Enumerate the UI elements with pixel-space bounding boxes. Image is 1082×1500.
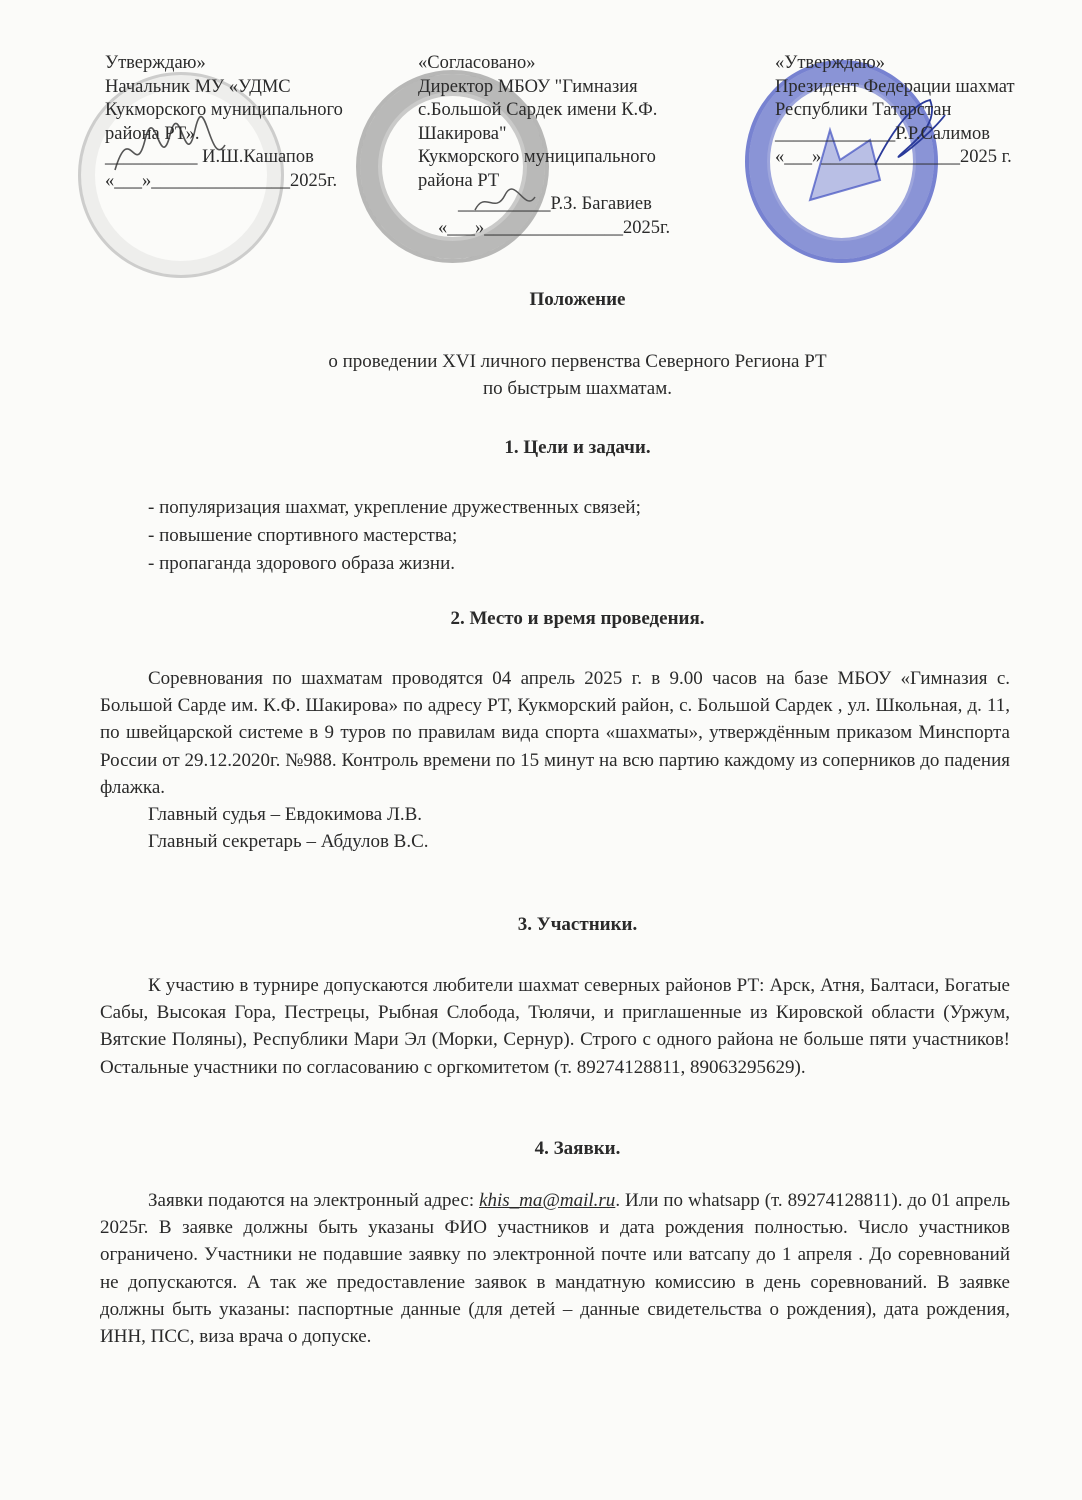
approval-line: Республики Татарстан — [775, 100, 952, 120]
document-title: Положение — [529, 289, 626, 310]
agreement-line: __________Р.З. Багавиев — [458, 194, 652, 214]
text: Заявки подаются на электронный адрес: — [148, 1190, 480, 1211]
section-heading-applications: 4. Заявки. — [534, 1138, 621, 1159]
paragraph: К участию в турнире допускаются любители шахмат северных районов РТ: Арск, Атня, Балтаси, Богатые Сабы, Высокая Гора, Пестрецы, Рыбная Слобода, Тюлячи, и приглашенные из Кировской области (Уржум, Вятские Поляны), Республики Мари Эл (Морки, Сернур). Строго с одного района не больше пяти участников! Остальные участники по согласованию с оргкомитетом (т. 89274128811, 89063295629). — [100, 975, 1010, 1078]
list-item: - повышение спортивного мастерства; — [148, 525, 458, 546]
approval-line: _____________Р.Р.Салимов — [775, 123, 990, 144]
document-subtitle-line-1: о проведении XVI личного первенства Северного Региона РТ — [328, 351, 827, 372]
approval-block-right — [775, 52, 1015, 170]
agreement-block-middle — [418, 52, 670, 240]
approval-line: Президент Федерации шахмат — [775, 76, 1015, 97]
paragraph: Соревнования по шахматам проводятся 04 апрель 2025 г. в 9.00 часов на базе МБОУ «Гимназия с. Большой Сарде им. К.Ф. Шакирова» по адресу РТ, Кукморский район, с. Большой Сардек , ул. Школьная, д. 11, по швейцарской системе в 9 туров по правилам вида спорта «шахматы», утверждённым приказом Минспорта России от 29.12.2020г. №988. Контроль времени по 15 минут на всю партию каждому из соперников до падения флажка. — [100, 668, 1010, 798]
chief-secretary: Главный секретарь – Абдулов В.С. — [148, 831, 429, 853]
paragraph — [100, 1187, 1010, 1350]
chief-judge: Главный судья – Евдокимова Л.В. — [148, 804, 423, 826]
list-item: - популяризация шахмат, укрепление дружественных связей; — [148, 497, 641, 518]
approval-line: Начальник МУ «УДМС — [105, 76, 291, 97]
agreement-line: «___»_______________2025г. — [438, 217, 671, 238]
approval-line: «___»_______________2025г. — [105, 170, 338, 191]
agreement-line: Шакирова" — [418, 123, 507, 144]
approval-block-left — [105, 52, 343, 193]
approval-line: __________ И.Ш.Кашапов — [105, 147, 314, 167]
section-heading-participants: 3. Участники. — [517, 914, 638, 935]
text: . Или по whatsapp (т. 89274128811). до 01 апрель 2025г. В заявке должны быть указаны ФИО участников и дата рождения полностью. Число участников ограничено. Участники не подавшие заявку по электронной почте или ватсапу до 1 апреля . До соревнований не допускаются. А так же предоставление заявок в мандатную комиссию в день соревнований. В заявке должны быть указаны: паспортные данные (для детей – данные свидетельства о рождения), дата рождения, ИНН, ПСС, виза врача о допуске. — [100, 1190, 1010, 1348]
approval-line: «___»_______________2025 г. — [775, 147, 1012, 167]
approval-line: «Утверждаю» — [775, 53, 885, 73]
list-item: - пропаганда здорового образа жизни. — [148, 553, 456, 574]
agreement-line: Кукморского муниципального — [418, 147, 656, 167]
agreement-line: «Согласовано» — [418, 53, 536, 73]
approval-line: района РТ». — [105, 123, 200, 144]
section-heading-place-time: 2. Место и время проведения. — [450, 608, 705, 629]
agreement-line: с.Большой Сардек имени К.Ф. — [418, 100, 658, 120]
approval-line: Утверждаю» — [105, 53, 206, 73]
approval-line: Кукморского муниципального — [105, 100, 343, 120]
agreement-line: Директор МБОУ "Гимназия — [418, 76, 638, 97]
applications-text — [100, 1187, 1010, 1350]
goals-list — [148, 494, 641, 578]
document-subtitle-line-2: по быстрым шахматам. — [483, 378, 672, 399]
email-link[interactable]: khis_ma@mail.ru — [479, 1190, 616, 1211]
agreement-line: района РТ — [418, 170, 500, 191]
participants-text — [100, 972, 1010, 1081]
section-heading-goals: 1. Цели и задачи. — [504, 437, 651, 458]
place-time-text — [100, 665, 1010, 855]
